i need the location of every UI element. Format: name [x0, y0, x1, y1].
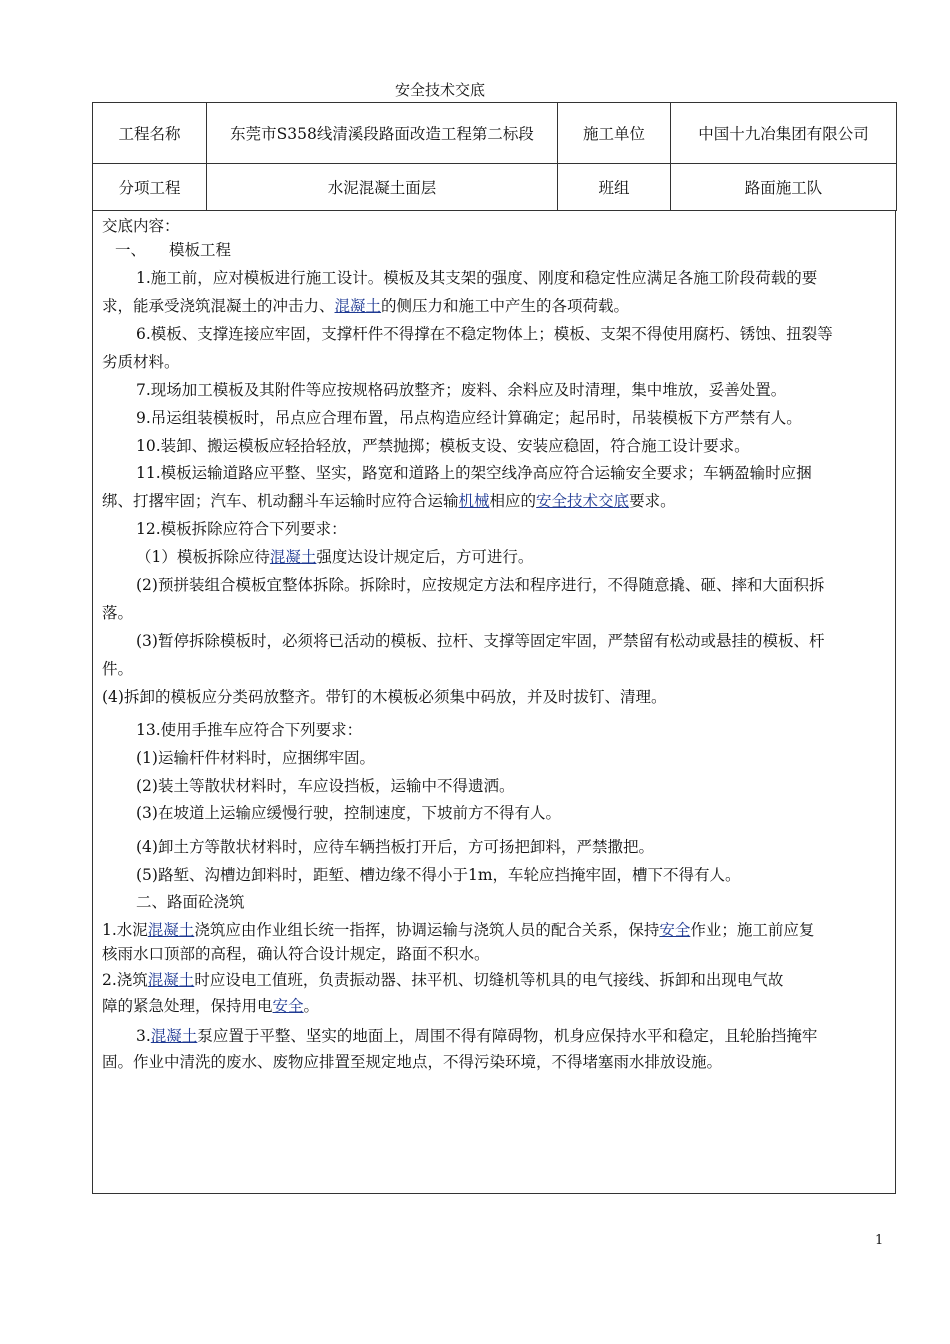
construction-unit: 中国十九冶集团有限公司: [671, 103, 897, 164]
para-11-line-1: 11.模板运输道路应平整、坚实，路宽和道路上的架空线净高应符合运输安全要求；车辆盈输时应捆: [136, 464, 812, 482]
header-table: [92, 102, 897, 211]
pour-para-1-line-2: 核雨水口顶部的高程，确认符合设计规定，路面不积水。: [102, 945, 490, 963]
header-row-item: [93, 164, 897, 211]
pour-para-1-line-1: 1.水泥混凝土浇筑应由作业组长统一指挥，协调运输与浇筑人员的配合关系，保持安全作业；施工前应复: [102, 921, 815, 939]
link-machinery[interactable]: 机械: [458, 492, 490, 510]
para-12: 12.模板拆除应符合下列要求：: [136, 520, 347, 538]
para-12-1: （1）模板拆除应待混凝土强度达设计规定后，方可进行。: [136, 548, 534, 566]
para-13: 13.使用手推车应符合下列要求：: [136, 721, 363, 739]
para-13-5: (5)路堑、沟槽边卸料时，距堑、槽边缘不得小于1m，车轮应挡掩牢固，槽下不得有人。: [136, 866, 741, 884]
para-7: 7.现场加工模板及其附件等应按规格码放整齐；废料、余料应及时清理，集中堆放，妥善处置。: [136, 381, 787, 399]
pour-para-2-line-1: 2.浇筑混凝土时应设电工值班，负责振动器、抹平机、切缝机等机具的电气接线、拆卸和出现电气故: [102, 971, 784, 989]
para-12-3-line-1: (3)暂停拆除模板时，必须将已活动的模板、拉杆、支撑等固定牢固，严禁留有松动或悬挂的模板、杆: [136, 632, 825, 650]
link-concrete[interactable]: 混凝土: [150, 1027, 198, 1045]
para-6-line-2: 劣质材料。: [102, 353, 180, 371]
project-name: 东莞市S358线清溪段路面改造工程第二标段: [207, 103, 558, 164]
label-sub-item: 分项工程: [93, 164, 207, 211]
section-1-title: 模板工程: [169, 241, 232, 259]
para-12-2-line-2: 落。: [102, 604, 134, 622]
sub-item-name: 水泥混凝土面层: [207, 164, 558, 211]
content-intro: 交底内容：: [102, 217, 180, 235]
link-concrete[interactable]: 混凝土: [147, 971, 195, 989]
section-1-number: 一、: [115, 241, 147, 259]
para-12-4: (4)拆卸的模板应分类码放整齐。带钉的木模板必须集中码放，并及时拔钉、清理。: [102, 688, 667, 706]
para-12-3-line-2: 件。: [102, 660, 134, 678]
section-2-title: 二、路面砼浇筑: [136, 893, 245, 911]
link-safety[interactable]: 安全: [272, 997, 304, 1015]
pour-para-3-line-1: 3.混凝土泵应置于平整、坚实的地面上，周围不得有障碍物，机身应保持水平和稳定，且轮胎挡掩牢: [136, 1027, 818, 1045]
para-13-1: (1)运输杆件材料时，应捆绑牢固。: [136, 749, 375, 767]
link-safety-briefing[interactable]: 安全技术交底: [536, 492, 630, 510]
para-6-line-1: 6.模板、支撑连接应牢固，支撑杆件不得撑在不稳定物体上；模板、支架不得使用腐朽、锈蚀、扭裂等: [136, 325, 833, 343]
label-construction-unit: 施工单位: [558, 103, 671, 164]
page-number: 1: [875, 1233, 884, 1248]
para-10: 10.装卸、搬运模板应轻拾轻放，严禁抛掷；模板支设、安装应稳固，符合施工设计要求。: [136, 437, 750, 455]
label-project-name: 工程名称: [93, 103, 207, 164]
para-11-line-2: 绑、打撂牢固；汽车、机动翻斗车运输时应符合运输机械相应的安全技术交底要求。: [102, 492, 676, 510]
link-concrete[interactable]: 混凝土: [147, 921, 195, 939]
header-row-project: [93, 103, 897, 164]
para-9: 9.吊运组装模板时，吊点应合理布置，吊点构造应经计算确定；起吊时，吊装模板下方严禁有人。: [136, 409, 802, 427]
para-1-line-1: 1.施工前，应对模板进行施工设计。模板及其支架的强度、刚度和稳定性应满足各施工阶段荷载的要: [136, 269, 818, 287]
team-name: 路面施工队: [671, 164, 897, 211]
pour-para-3-line-2: 固。作业中清洗的废水、废物应排置至规定地点，不得污染环境，不得堵塞雨水排放设施。: [102, 1053, 723, 1071]
link-concrete[interactable]: 混凝土: [334, 297, 382, 315]
para-13-4: (4)卸土方等散状材料时，应待车辆挡板打开后，方可扬把卸料，严禁撒把。: [136, 838, 654, 856]
link-concrete[interactable]: 混凝土: [269, 548, 317, 566]
para-13-3: (3)在坡道上运输应缓慢行驶，控制速度，下坡前方不得有人。: [136, 804, 561, 822]
label-team: 班组: [558, 164, 671, 211]
link-safety[interactable]: 安全: [659, 921, 691, 939]
document-title: 安全技术交底: [394, 81, 485, 99]
para-12-2-line-1: (2)预拼装组合模板宜整体拆除。拆除时，应按规定方法和程序进行，不得随意撬、砸、摔和大面积拆: [136, 576, 825, 594]
para-1-line-2: 求，能承受浇筑混凝土的冲击力、混凝土的侧压力和施工中产生的各项荷载。: [102, 297, 630, 315]
para-13-2: (2)装土等散状材料时，车应设挡板，运输中不得遗洒。: [136, 777, 515, 795]
pour-para-2-line-2: 障的紧急处理，保持用电安全。: [102, 997, 320, 1015]
